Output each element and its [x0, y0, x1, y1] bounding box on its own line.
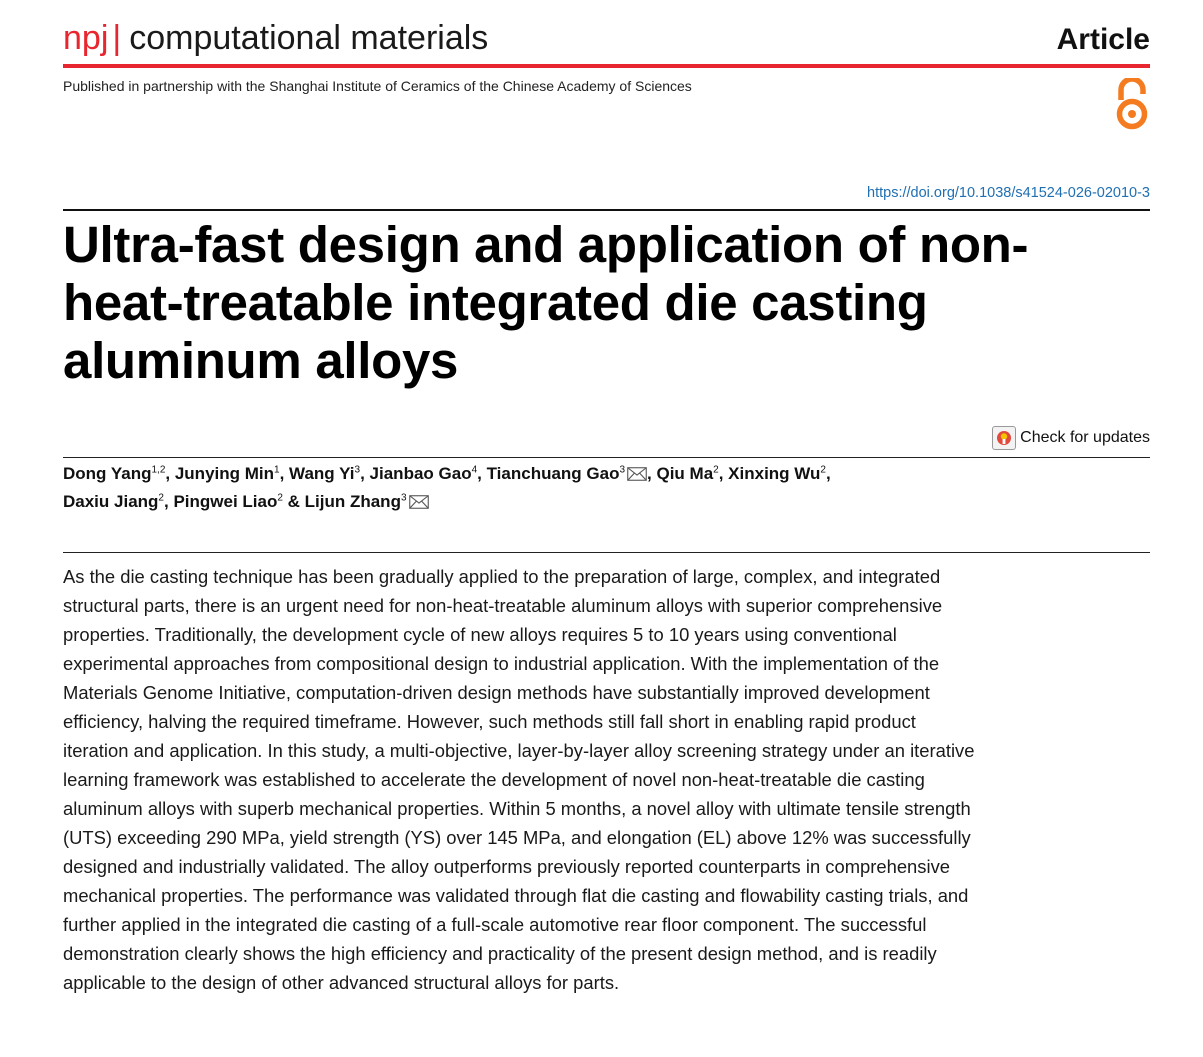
abstract-top-rule: [63, 552, 1150, 553]
author-affiliation: 2: [158, 492, 164, 504]
author[interactable]: Lijun Zhang$^3$: [304, 492, 407, 511]
author[interactable]: Tianchuang Gao$^3$: [486, 464, 626, 483]
email-icon[interactable]: [627, 467, 647, 481]
article-type-label: Article: [1056, 23, 1150, 56]
author[interactable]: Daxiu Jiang$^2$: [63, 492, 164, 511]
article-title: Ultra-fast design and application of non-heat-treatable integrated die casting aluminum alloys: [63, 216, 1029, 389]
author-affiliation: 3: [354, 464, 361, 476]
journal-separator: |: [112, 19, 122, 57]
open-access-lock-icon: [1112, 78, 1152, 130]
author[interactable]: Xinxing Wu$^2$: [728, 464, 826, 483]
author-affiliation: 2: [820, 464, 826, 476]
author-affiliation: 3: [400, 492, 407, 504]
author[interactable]: Wang Yi$^3$: [289, 464, 361, 483]
header-red-rule: [63, 64, 1150, 68]
author[interactable]: Junying Min$^1$: [174, 464, 280, 483]
doi-link[interactable]: https://doi.org/10.1038/s41524-026-02010-3: [867, 185, 1150, 201]
author-affiliation: 3: [619, 464, 626, 476]
journal-prefix: npj: [63, 19, 109, 57]
email-icon[interactable]: [409, 495, 429, 509]
authors-top-rule: [63, 457, 1150, 458]
author[interactable]: Jianbao Gao$^4$: [369, 464, 478, 483]
author-list: Dong Yang$^{1,2}$, Junying Min$^1$, Wang Yi$^3$, Jianbao Gao$^4$, Tianchuang Gao$^3$ , Qiu Ma$^2$, Xinxing Wu$^2$, Daxiu Jiang$^2$, Pingwei Liao$^2$ & Lijun Zhang$^3$: [63, 464, 831, 511]
author[interactable]: Dong Yang$^{1,2}$: [63, 464, 166, 483]
title-top-rule: [63, 209, 1150, 211]
check-for-updates-label: Check for updates: [1020, 429, 1150, 446]
journal-masthead: [63, 16, 488, 60]
author-affiliation: 1,2: [151, 464, 166, 476]
author-affiliation: 2: [277, 492, 283, 504]
author-affiliation: 1: [274, 464, 280, 476]
author[interactable]: Qiu Ma$^2$: [656, 464, 719, 483]
journal-name: computational materials: [129, 19, 489, 57]
abstract-text: As the die casting technique has been gradually applied to the preparation of large, complex, and integrated structural parts, there is an urgent need for non-heat-treatable aluminum alloys with superior comprehensive properties. Traditionally, the development cycle of new alloys requires 5 to 10 years using conventional experimental approaches from compositional design to industrial application. With the implementation of the Materials Genome Initiative, computation-driven design methods have substantially improved development efficiency, halving the required timeframe. However, such methods still fall short in enabling rapid product iteration and application. In this study, a multi-objective, layer-by-layer alloy screening strategy under an iterative learning framework was established to accelerate the development of novel non-heat-treatable die casting aluminum alloys with superb mechanical properties. Within 5 months, a novel alloy with ultimate tensile strength (UTS) exceeding 290 MPa, yield strength (YS) over 145 MPa, and elongation (EL) above 12% was successfully designed and industrially validated. The alloy outperforms previously reported counterparts in comprehensive mechanical properties. The performance was validated through flat die casting and flowability casting trials, and further applied in the integrated die casting of a full-scale automotive rear floor component. The successful demonstration clearly shows the high efficiency and practicality of the present design method, and is readily applicable to the design of other advanced structural alloys for parts.: [63, 566, 975, 993]
author-affiliation: 2: [713, 464, 719, 476]
author-affiliation: 4: [471, 464, 478, 476]
crossmark-icon: [992, 426, 1016, 450]
check-for-updates-button[interactable]: [992, 426, 1150, 450]
partnership-note: Published in partnership with the Shanghai Institute of Ceramics of the Chinese Academy of Sciences: [63, 78, 692, 94]
author[interactable]: Pingwei Liao$^2$: [173, 492, 283, 511]
